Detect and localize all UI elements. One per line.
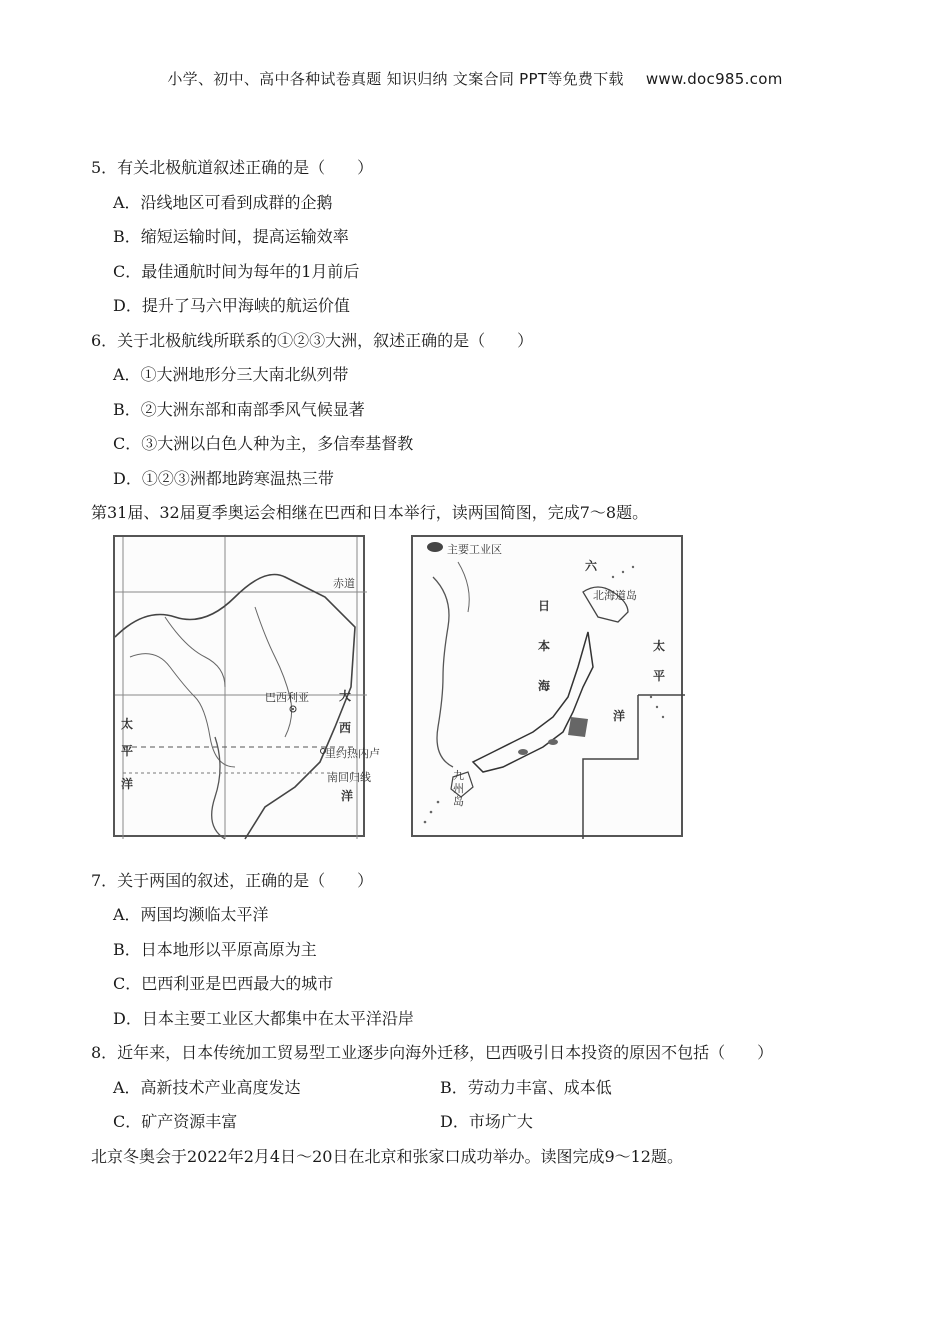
hokkaido-label: 北海道岛 — [593, 589, 637, 602]
japan-pacific-label-3: 洋 — [613, 709, 626, 723]
question-8-option-a[interactable]: A．高新技术产业高度发达 — [113, 1078, 301, 1097]
sea-of-japan-label-3: 海 — [538, 679, 551, 693]
brazil-pacific-label-1: 太 — [121, 717, 134, 731]
sea-of-japan-label-1: 日 — [538, 599, 551, 613]
kyushu-label-2: 州 — [453, 782, 464, 795]
question-7-option-c[interactable]: C．巴西利亚是巴西最大的城市 — [113, 974, 334, 993]
question-7-option-a[interactable]: A．两国均濒临太平洋 — [113, 905, 269, 924]
question-7-stem: 7．关于两国的叙述，正确的是（ ） — [91, 871, 374, 890]
question-5-option-c[interactable]: C．最佳通航时间为每年的1月前后 — [113, 262, 360, 281]
rio-label: 里约热内卢 — [325, 747, 380, 760]
brazil-capital-label: 巴西利亚 — [265, 691, 309, 704]
sea-of-japan-label-2: 本 — [538, 639, 551, 653]
brazil-pacific-label-2: 平 — [121, 744, 134, 758]
brazil-map-drawing — [115, 537, 367, 839]
question-7-option-d[interactable]: D．日本主要工业区大都集中在太平洋沿岸 — [113, 1009, 414, 1028]
question-8-option-b[interactable]: B．劳动力丰富、成本低 — [440, 1078, 612, 1097]
page-header — [0, 68, 950, 89]
question-8-option-c[interactable]: C．矿产资源丰富 — [113, 1112, 238, 1131]
atlantic-label-1: 大 — [339, 689, 352, 703]
japan-pacific-label-2: 平 — [653, 669, 666, 683]
question-8-option-d[interactable]: D．市场广大 — [440, 1112, 533, 1131]
kyushu-label-1: 九 — [453, 769, 464, 782]
two-country-maps — [113, 535, 688, 840]
header-title: 小学、初中、高中各种试卷真题 知识归纳 文案合同 PPT等免费下载 — [167, 70, 624, 88]
industrial-zone-legend: 主要工业区 — [447, 543, 502, 556]
atlantic-label-2: 西 — [339, 721, 352, 735]
tropic-label: 南回归线 — [327, 771, 371, 784]
japan-pacific-label-1: 太 — [653, 639, 666, 653]
question-6-stem: 6．关于北极航线所联系的①②③大洲，叙述正确的是（ ） — [91, 331, 534, 350]
question-5-option-d[interactable]: D．提升了马六甲海峡的航运价值 — [113, 296, 350, 315]
intro-9-12: 北京冬奥会于2022年2月4日～20日在北京和张家口成功举办。读图完成9～12题。 — [91, 1147, 683, 1166]
brazil-pacific-label-3: 洋 — [121, 777, 134, 791]
question-5-option-a[interactable]: A．沿线地区可看到成群的企鹅 — [113, 193, 333, 212]
question-5-stem: 5．有关北极航道叙述正确的是（ ） — [91, 158, 374, 177]
question-7-option-b[interactable]: B．日本地形以平原高原为主 — [113, 940, 317, 959]
brazil-equator-label: 赤道 — [333, 577, 355, 590]
question-6-option-c[interactable]: C．③大洲以白色人种为主，多信奉基督教 — [113, 434, 414, 453]
question-8-stem: 8．近年来，日本传统加工贸易型工业逐步向海外迁移，巴西吸引日本投资的原因不包括（ ） — [91, 1043, 774, 1062]
question-6-option-b[interactable]: B．②大洲东部和南部季风气候显著 — [113, 400, 365, 419]
question-5-option-b[interactable]: B．缩短运输时间，提高运输效率 — [113, 227, 349, 246]
japan-map — [411, 535, 683, 837]
question-6-option-a[interactable]: A．①大洲地形分三大南北纵列带 — [113, 365, 349, 384]
atlantic-label-3: 洋 — [341, 789, 354, 803]
question-6-option-d[interactable]: D．①②③洲都地跨寒温热三带 — [113, 469, 334, 488]
map-label-six: 六 — [585, 559, 598, 573]
kyushu-label-3: 岛 — [453, 795, 464, 808]
header-site-link[interactable]: www.doc985.com — [645, 70, 783, 88]
brazil-map — [113, 535, 380, 837]
intro-7-8: 第31届、32届夏季奥运会相继在巴西和日本举行，读两国简图，完成7～8题。 — [91, 503, 649, 522]
